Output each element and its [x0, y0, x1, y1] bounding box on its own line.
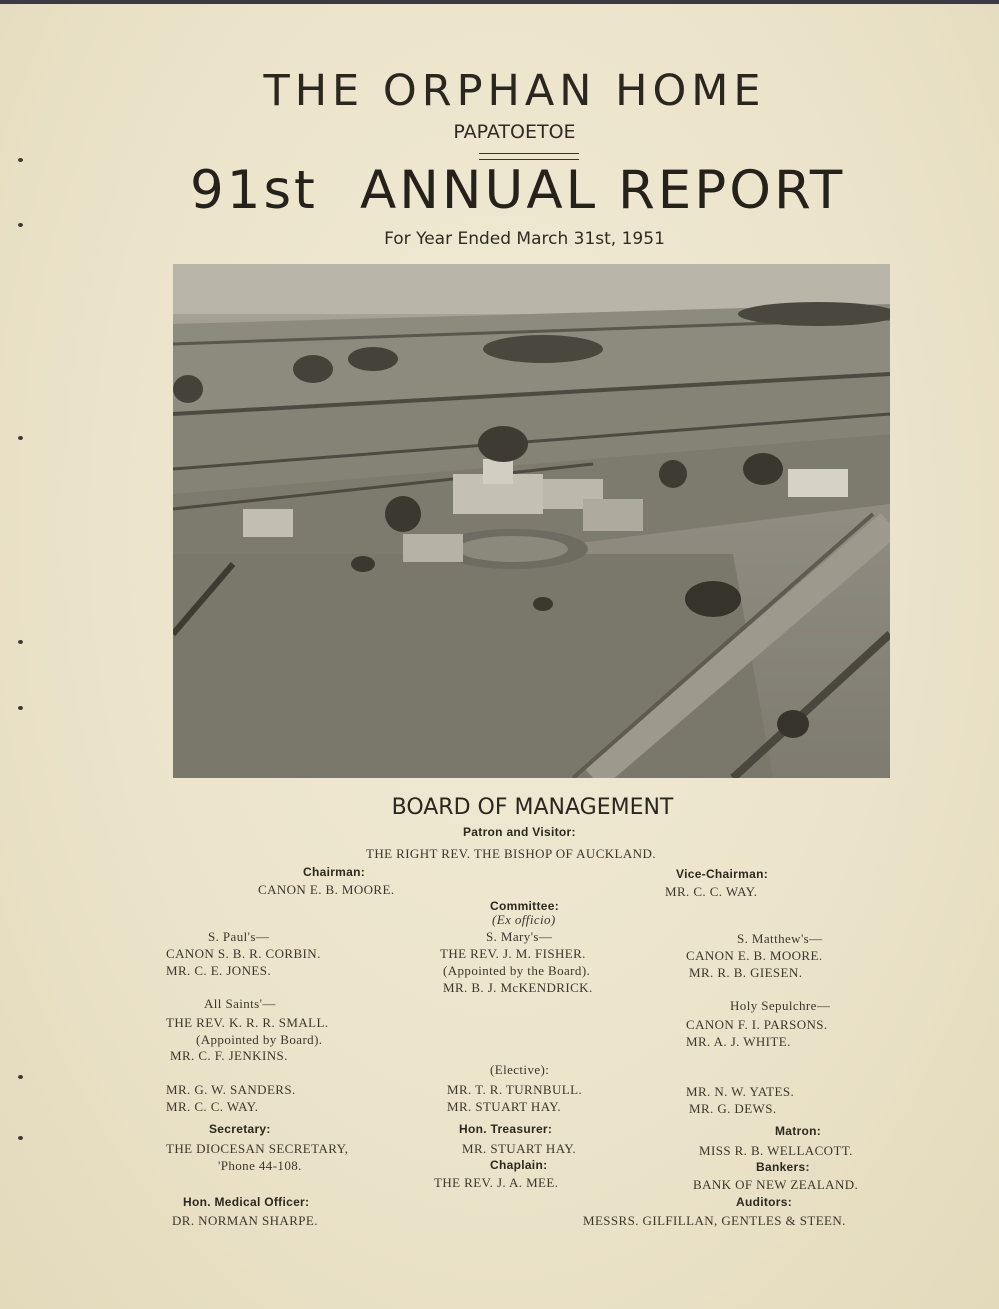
- ex-officio-note: (Ex officio): [492, 912, 556, 927]
- medical-officer-name: DR. NORMAN SHARPE.: [172, 1213, 318, 1228]
- committee-label: Committee:: [490, 899, 560, 913]
- member: CANON F. I. PARSONS.: [686, 1017, 828, 1032]
- vice-chairman-label: Vice-Chairman:: [676, 867, 769, 881]
- parish-all-saints: All Saints'—: [204, 996, 276, 1011]
- binding-hole: [18, 1136, 23, 1140]
- member: MR. C. F. JENKINS.: [170, 1048, 288, 1063]
- member: THE REV. J. M. FISHER.: [440, 946, 586, 961]
- vice-chairman-name: MR. C. C. WAY.: [665, 884, 758, 899]
- member: MR. T. R. TURNBULL.: [447, 1082, 583, 1097]
- member: MR. C. E. JONES.: [166, 963, 271, 978]
- chairman-label: Chairman:: [303, 865, 366, 879]
- patron-label: Patron and Visitor:: [463, 825, 576, 839]
- double-rule-divider: [479, 153, 579, 160]
- patron-name: THE RIGHT REV. THE BISHOP OF AUCKLAND.: [366, 846, 656, 861]
- binding-hole: [18, 158, 23, 162]
- member: MR. A. J. WHITE.: [686, 1034, 791, 1049]
- member: MR. STUART HAY.: [447, 1099, 562, 1114]
- scan-edge: [0, 0, 999, 4]
- member: MR. R. B. GIESEN.: [689, 965, 803, 980]
- aerial-photograph: [173, 264, 890, 778]
- location-subtitle: PAPATOETOE: [453, 121, 576, 143]
- secretary-phone: 'Phone 44-108.: [218, 1158, 302, 1173]
- chaplain-name: THE REV. J. A. MEE.: [434, 1175, 559, 1190]
- binding-hole: [18, 436, 23, 440]
- matron-label: Matron:: [775, 1124, 822, 1138]
- report-number: 91st: [190, 160, 318, 221]
- member: MR. G. W. SANDERS.: [166, 1082, 296, 1097]
- member-note: (Appointed by Board).: [196, 1032, 323, 1047]
- member: CANON S. B. R. CORBIN.: [166, 946, 321, 961]
- treasurer-name: MR. STUART HAY.: [462, 1141, 577, 1156]
- chaplain-label: Chaplain:: [490, 1158, 548, 1172]
- chairman-name: CANON E. B. MOORE.: [258, 882, 395, 897]
- board-heading: BOARD OF MANAGEMENT: [391, 795, 674, 820]
- parish-holy-sepulchre: Holy Sepulchre—: [730, 998, 831, 1013]
- document-title: THE ORPHAN HOME: [263, 66, 766, 116]
- parish-s-pauls: S. Paul's—: [208, 929, 270, 944]
- report-title: ANNUAL REPORT: [360, 160, 846, 221]
- auditors-name: MESSRS. GILFILLAN, GENTLES & STEEN.: [583, 1213, 846, 1228]
- secretary-name: THE DIOCESAN SECRETARY,: [166, 1141, 349, 1156]
- parish-s-marys: S. Mary's—: [486, 929, 553, 944]
- binding-hole: [18, 640, 23, 644]
- member: MR. C. C. WAY.: [166, 1099, 259, 1114]
- member: MR. B. J. McKENDRICK.: [443, 980, 593, 995]
- elective-label: (Elective):: [490, 1062, 550, 1077]
- matron-name: MISS R. B. WELLACOTT.: [699, 1143, 853, 1158]
- bankers-name: BANK OF NEW ZEALAND.: [693, 1177, 859, 1192]
- parish-s-matthews: S. Matthew's—: [737, 931, 823, 946]
- year-ended-line: For Year Ended March 31st, 1951: [384, 229, 665, 249]
- report-heading: [190, 160, 890, 221]
- auditors-label: Auditors:: [736, 1195, 793, 1209]
- member-note: (Appointed by the Board).: [443, 963, 591, 978]
- member: THE REV. K. R. R. SMALL.: [166, 1015, 329, 1030]
- member: MR. G. DEWS.: [689, 1101, 777, 1116]
- bankers-label: Bankers:: [756, 1160, 810, 1174]
- member: CANON E. B. MOORE.: [686, 948, 823, 963]
- secretary-label: Secretary:: [209, 1122, 271, 1136]
- binding-hole: [18, 706, 23, 710]
- aerial-photo-illustration: [173, 264, 890, 778]
- binding-hole: [18, 223, 23, 227]
- member: MR. N. W. YATES.: [686, 1084, 795, 1099]
- medical-officer-label: Hon. Medical Officer:: [183, 1195, 310, 1209]
- treasurer-label: Hon. Treasurer:: [459, 1122, 553, 1136]
- binding-hole: [18, 1075, 23, 1079]
